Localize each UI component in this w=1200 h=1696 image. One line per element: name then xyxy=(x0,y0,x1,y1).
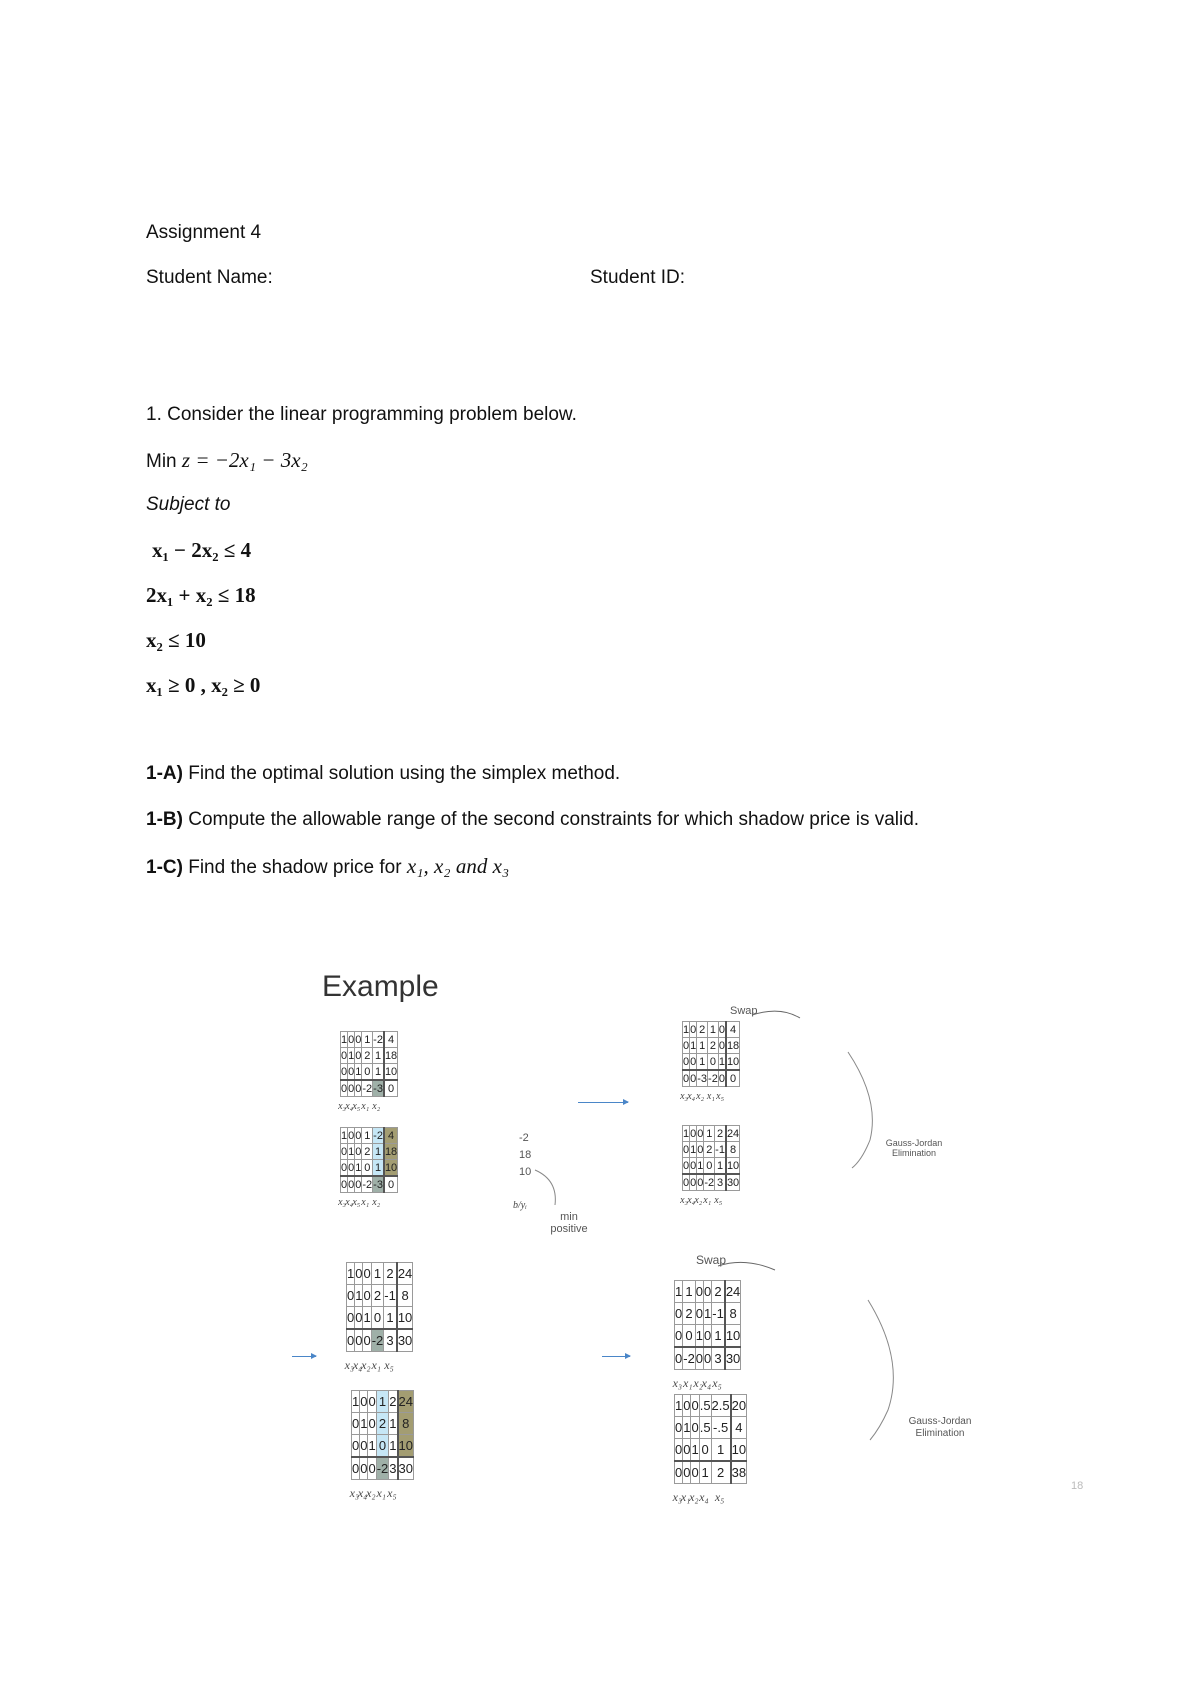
t1-cell-r1-c4: 1 xyxy=(373,1048,384,1064)
t5-cell-r2-c4: 1 xyxy=(384,1307,397,1330)
t5-col-label-3: x₁ xyxy=(371,1358,381,1372)
min-positive-pointer xyxy=(535,1170,555,1205)
t6-col-label-3: x₁ xyxy=(376,1486,386,1500)
t5-cell-r0-c4: 2 xyxy=(384,1263,397,1285)
t7-cell-r2-c3: 0 xyxy=(704,1325,712,1348)
t6-cell-r1-c3: 2 xyxy=(376,1413,389,1435)
t7-cell-r0-c0: 1 xyxy=(675,1281,683,1303)
t4-cell-r0-c4: 2 xyxy=(715,1126,726,1142)
t2-col-label-4: x₂ xyxy=(372,1197,381,1208)
t4-cell-r0-c0: 1 xyxy=(683,1127,690,1140)
part-b-text: Compute the allowable range of the second constraints for which shadow price is valid. xyxy=(188,809,920,830)
t7-cell-r0-c5: 24 xyxy=(725,1281,741,1303)
t1-cell-r0-c0: 1 xyxy=(341,1033,348,1046)
subject-to-label: Subject to xyxy=(146,494,231,515)
t1-col-label-4: x₂ xyxy=(372,1101,381,1112)
t6-cell-r2-c1: 0 xyxy=(360,1435,368,1458)
t2-col-label-1: x₄ xyxy=(345,1197,354,1208)
t1-cell-r2-c0: 0 xyxy=(341,1064,348,1081)
t6-cell-r3-c3: -2 xyxy=(376,1457,389,1480)
t8-cell-r1-c0: 0 xyxy=(675,1417,683,1439)
t3-cell-r3-c5: 0 xyxy=(726,1070,740,1087)
t6-cell-r2-c5: 10 xyxy=(398,1435,414,1458)
t5-cell-r0-c1: 0 xyxy=(355,1263,363,1285)
t3-col-label-3: x₁ xyxy=(706,1091,715,1102)
t8-cell-r2-c3: 0 xyxy=(699,1439,711,1462)
t4-cell-r0-c3: 1 xyxy=(704,1126,715,1142)
t4-cell-r2-c4: 1 xyxy=(715,1158,726,1175)
t4-col-label-3: x₁ xyxy=(703,1195,712,1206)
t1-cell-r1-c3: 2 xyxy=(362,1048,373,1064)
t2-cell-r2-c2: 1 xyxy=(355,1160,362,1177)
t4-cell-r1-c0: 0 xyxy=(683,1143,690,1156)
t6-cell-r2-c0: 0 xyxy=(352,1435,360,1458)
t1-cell-r0-c5: 4 xyxy=(384,1032,398,1048)
t7-cell-r3-c5: 30 xyxy=(725,1347,741,1370)
t3-cell-r2-c3: 0 xyxy=(708,1054,719,1071)
t8-cell-r1-c2: 0 xyxy=(691,1417,699,1439)
ratio-label: b/yᵢ xyxy=(513,1200,527,1211)
t6-cell-r2-c2: 1 xyxy=(368,1435,376,1458)
t3-cell-r0-c3: 1 xyxy=(708,1022,719,1038)
t3-cell-r0-c2: 2 xyxy=(697,1022,708,1038)
t4-cell-r3-c3: -2 xyxy=(704,1174,715,1191)
t2-cell-r3-c5: 0 xyxy=(384,1176,398,1193)
t6-col-label-1: x₄ xyxy=(357,1486,368,1500)
t4-cell-r1-c5: 8 xyxy=(726,1142,740,1158)
t7-cell-r3-c2: 0 xyxy=(695,1347,703,1370)
gauss-bracket-top xyxy=(848,1052,872,1168)
t5-cell-r2-c5: 10 xyxy=(397,1307,413,1330)
t5-cell-r3-c0: 0 xyxy=(347,1329,355,1352)
t1-cell-r0-c1: 0 xyxy=(348,1033,355,1046)
t2-cell-r3-c4: -3 xyxy=(373,1176,384,1193)
t5-cell-r1-c5: 8 xyxy=(397,1285,413,1307)
t8-cell-r3-c2: 0 xyxy=(691,1461,699,1484)
ratio-value-3: 10 xyxy=(519,1166,532,1178)
example-title: Example xyxy=(322,970,439,1003)
t7-cell-r1-c1: 2 xyxy=(683,1303,696,1325)
t8-col-label-2: x₂ xyxy=(689,1490,699,1504)
t5-cell-r3-c1: 0 xyxy=(355,1329,363,1352)
t8-cell-r0-c2: 0 xyxy=(691,1395,699,1417)
t3-cell-r2-c4: 1 xyxy=(718,1054,726,1071)
t6-cell-r1-c0: 0 xyxy=(352,1413,360,1435)
part-c-math: x₁, x₂ and x₃ xyxy=(406,854,510,878)
t2-cell-r2-c3: 0 xyxy=(362,1160,373,1177)
t1-cell-r0-c3: 1 xyxy=(362,1032,373,1048)
t6-cell-r0-c4: 2 xyxy=(389,1391,398,1413)
t1-cell-r3-c2: 0 xyxy=(355,1080,362,1097)
t3-cell-r3-c2: -3 xyxy=(697,1070,708,1087)
t5-cell-r1-c1: 1 xyxy=(355,1285,363,1307)
t3-cell-r3-c1: 0 xyxy=(690,1070,697,1087)
t6-cell-r3-c0: 0 xyxy=(352,1457,360,1480)
slide-page-number: 18 xyxy=(1071,1480,1084,1492)
t4-cell-r3-c1: 0 xyxy=(690,1174,697,1191)
t8-cell-r2-c1: 0 xyxy=(683,1439,691,1462)
t3-cell-r1-c1: 1 xyxy=(690,1039,697,1052)
t8-cell-r1-c4: -.5 xyxy=(711,1417,731,1439)
question-intro: 1. Consider the linear programming problem below. xyxy=(146,404,577,425)
t3-cell-r1-c4: 0 xyxy=(718,1039,725,1052)
t7-cell-r1-c5: 8 xyxy=(725,1303,741,1325)
t4-cell-r1-c1: 1 xyxy=(690,1143,697,1156)
t7-cell-r3-c1: -2 xyxy=(683,1347,696,1370)
t8-cell-r0-c0: 1 xyxy=(675,1395,683,1417)
t8-cell-r2-c4: 1 xyxy=(711,1439,731,1462)
t8-cell-r1-c1: 1 xyxy=(683,1417,691,1439)
t4-cell-r2-c2: 1 xyxy=(697,1158,704,1175)
part-c-text: Find the shadow price for xyxy=(188,857,402,878)
t6-col-label-2: x₂ xyxy=(366,1486,376,1500)
t8-cell-r2-c5: 10 xyxy=(731,1439,747,1462)
t6-cell-r1-c2: 0 xyxy=(368,1413,376,1435)
constraint-1: x₁ − 2x₂ ≤ 4 xyxy=(152,538,252,562)
constraint-2: 2x₁ + x₂ ≤ 18 xyxy=(146,583,256,607)
t4-cell-r2-c0: 0 xyxy=(683,1158,690,1175)
t7-cell-r2-c1: 0 xyxy=(683,1325,696,1348)
t3-cell-r3-c0: 0 xyxy=(683,1070,690,1087)
t1-col-label-0: x₃ xyxy=(338,1101,346,1112)
t8-cell-r0-c5: 20 xyxy=(731,1395,747,1417)
t4-cell-r1-c2: 0 xyxy=(697,1143,704,1156)
t1-cell-r0-c2: 0 xyxy=(355,1033,362,1046)
t7-col-label-3: x₄ xyxy=(701,1376,712,1390)
t6-col-label-4: x₅ xyxy=(387,1486,397,1500)
t2-cell-r0-c1: 0 xyxy=(348,1129,355,1142)
t2-cell-r2-c0: 0 xyxy=(341,1160,348,1177)
t8-cell-r3-c5: 38 xyxy=(731,1461,747,1484)
t4-cell-r3-c5: 30 xyxy=(726,1174,740,1191)
t6-cell-r0-c3: 1 xyxy=(376,1391,389,1413)
t1-cell-r2-c4: 1 xyxy=(373,1064,384,1081)
t6-cell-r0-c1: 0 xyxy=(360,1391,368,1413)
t1-col-label-1: x₄ xyxy=(345,1101,354,1112)
t2-cell-r3-c0: 0 xyxy=(341,1176,348,1193)
objective-function: z = −2x₁ − 3x₂ xyxy=(181,448,308,472)
t4-cell-r0-c2: 0 xyxy=(697,1127,704,1140)
part-b-label: 1-B) xyxy=(146,809,183,830)
swap-curve-bottom xyxy=(718,1262,775,1270)
t5-cell-r2-c1: 0 xyxy=(355,1307,363,1330)
t3-cell-r2-c5: 10 xyxy=(726,1054,740,1071)
t2-col-label-0: x₃ xyxy=(338,1197,346,1208)
t1-cell-r3-c5: 0 xyxy=(384,1080,398,1097)
t2-cell-r0-c2: 0 xyxy=(355,1129,362,1142)
t7-cell-r1-c4: -1 xyxy=(712,1303,725,1325)
t7-cell-r1-c3: 1 xyxy=(704,1303,712,1325)
t4-cell-r2-c5: 10 xyxy=(726,1158,740,1175)
t3-cell-r3-c3: -2 xyxy=(708,1070,719,1087)
part-a-text: Find the optimal solution using the simplex method. xyxy=(188,763,621,784)
t4-cell-r0-c5: 24 xyxy=(726,1127,740,1140)
t7-cell-r2-c2: 1 xyxy=(695,1325,703,1348)
t8-cell-r1-c5: 4 xyxy=(731,1417,747,1439)
swap-label-bottom: Swap xyxy=(696,1253,727,1267)
t8-col-label-4: x₅ xyxy=(714,1490,725,1504)
t8-cell-r2-c0: 0 xyxy=(675,1439,683,1462)
ratio-value-2: 18 xyxy=(519,1149,532,1161)
constraint-3: x₂ ≤ 10 xyxy=(146,628,206,652)
t6-cell-r2-c4: 1 xyxy=(389,1435,398,1458)
t5-cell-r0-c5: 24 xyxy=(397,1263,413,1285)
t7-col-label-2: x₂ xyxy=(693,1376,703,1390)
t7-cell-r2-c4: 1 xyxy=(712,1325,725,1348)
t8-cell-r0-c3: .5 xyxy=(699,1395,711,1417)
assignment-title: Assignment 4 xyxy=(146,222,262,243)
t3-cell-r1-c5: 18 xyxy=(726,1039,740,1052)
t6-cell-r1-c1: 1 xyxy=(360,1413,368,1435)
t4-cell-r2-c1: 0 xyxy=(690,1158,697,1175)
t5-cell-r3-c4: 3 xyxy=(384,1329,397,1352)
t8-col-label-1: x₁ xyxy=(680,1490,691,1504)
t5-col-label-2: x₂ xyxy=(361,1358,371,1372)
t7-col-label-0: x₃ xyxy=(672,1376,683,1390)
t1-cell-r3-c1: 0 xyxy=(348,1080,355,1097)
t2-cell-r2-c1: 0 xyxy=(348,1160,355,1177)
min-positive-label: min positive xyxy=(550,1211,588,1235)
t5-cell-r0-c3: 1 xyxy=(371,1263,384,1285)
t5-col-label-4: x₅ xyxy=(384,1358,394,1372)
t2-cell-r3-c1: 0 xyxy=(348,1176,355,1193)
t8-cell-r3-c3: 1 xyxy=(699,1461,711,1484)
t1-cell-r3-c0: 0 xyxy=(341,1080,348,1097)
t2-cell-r2-c4: 1 xyxy=(373,1160,384,1177)
constraint-nonnegativity: x₁ ≥ 0 , x₂ ≥ 0 xyxy=(146,673,261,697)
t8-cell-r0-c1: 0 xyxy=(683,1395,691,1417)
t5-cell-r1-c2: 0 xyxy=(363,1285,371,1307)
t2-cell-r0-c5: 4 xyxy=(384,1128,398,1144)
gauss-jordan-label-top: Gauss-Jordan Elimination xyxy=(885,1138,943,1158)
t7-cell-r1-c2: 0 xyxy=(695,1303,703,1325)
t2-cell-r2-c5: 10 xyxy=(384,1160,398,1177)
t1-cell-r3-c3: -2 xyxy=(362,1080,373,1097)
t1-col-label-2: x₅ xyxy=(352,1101,361,1112)
t6-cell-r0-c5: 24 xyxy=(398,1391,414,1413)
t5-cell-r2-c2: 1 xyxy=(363,1307,371,1330)
t3-col-label-1: x₄ xyxy=(687,1091,696,1102)
t4-cell-r3-c2: 0 xyxy=(697,1174,704,1191)
t4-cell-r0-c1: 0 xyxy=(690,1127,697,1140)
t8-cell-r3-c1: 0 xyxy=(683,1461,691,1484)
t5-cell-r3-c3: -2 xyxy=(371,1329,384,1352)
t4-cell-r1-c3: 2 xyxy=(704,1142,715,1158)
t3-cell-r1-c2: 1 xyxy=(697,1038,708,1054)
t6-cell-r0-c0: 1 xyxy=(352,1391,360,1413)
t2-cell-r3-c2: 0 xyxy=(355,1176,362,1193)
t6-cell-r0-c2: 0 xyxy=(368,1391,376,1413)
t7-cell-r2-c0: 0 xyxy=(675,1325,683,1348)
t3-cell-r1-c0: 0 xyxy=(683,1039,690,1052)
t5-cell-r1-c3: 2 xyxy=(371,1285,384,1307)
t1-cell-r1-c2: 0 xyxy=(355,1049,362,1062)
t1-cell-r2-c5: 10 xyxy=(384,1064,398,1081)
t6-cell-r3-c2: 0 xyxy=(368,1457,376,1480)
t2-cell-r1-c1: 1 xyxy=(348,1145,355,1158)
t3-cell-r0-c4: 0 xyxy=(718,1023,725,1036)
student-name-label: Student Name: xyxy=(146,267,273,288)
t2-col-label-3: x₁ xyxy=(361,1197,370,1208)
t3-cell-r2-c2: 1 xyxy=(697,1054,708,1071)
t1-cell-r2-c3: 0 xyxy=(362,1064,373,1081)
t4-cell-r3-c0: 0 xyxy=(683,1174,690,1191)
t5-col-label-1: x₄ xyxy=(352,1358,363,1372)
t6-cell-r1-c5: 8 xyxy=(398,1413,414,1435)
t7-cell-r0-c3: 0 xyxy=(704,1281,712,1303)
t8-col-label-3: x₄ xyxy=(699,1490,709,1504)
t4-col-label-4: x₅ xyxy=(714,1195,723,1206)
t1-cell-r1-c0: 0 xyxy=(341,1049,348,1062)
t5-cell-r2-c0: 0 xyxy=(347,1307,355,1330)
t2-cell-r1-c3: 2 xyxy=(362,1144,373,1160)
t2-cell-r3-c3: -2 xyxy=(362,1176,373,1193)
t1-col-label-3: x₁ xyxy=(361,1101,370,1112)
t1-cell-r3-c4: -3 xyxy=(373,1080,384,1097)
t6-cell-r2-c3: 0 xyxy=(376,1435,389,1458)
t3-col-label-0: x₃ xyxy=(680,1091,688,1102)
t6-cell-r1-c4: 1 xyxy=(389,1413,398,1435)
t7-cell-r3-c3: 0 xyxy=(704,1347,712,1370)
t2-cell-r1-c4: 1 xyxy=(373,1144,384,1160)
t8-col-label-0: x₃ xyxy=(672,1490,683,1504)
t7-cell-r0-c4: 2 xyxy=(712,1281,725,1303)
t6-cell-r3-c4: 3 xyxy=(389,1457,398,1480)
t2-cell-r1-c5: 18 xyxy=(384,1145,398,1158)
t7-cell-r0-c1: 1 xyxy=(683,1281,696,1303)
t1-cell-r2-c2: 1 xyxy=(355,1064,362,1081)
t3-col-label-2: x₂ xyxy=(696,1091,705,1102)
t4-cell-r2-c3: 0 xyxy=(704,1158,715,1175)
t3-cell-r0-c0: 1 xyxy=(683,1023,690,1036)
swap-label-top: Swap xyxy=(730,1005,758,1017)
t3-col-label-4: x₅ xyxy=(716,1091,725,1102)
t1-cell-r1-c1: 1 xyxy=(348,1049,355,1062)
t8-cell-r1-c3: .5 xyxy=(699,1417,711,1439)
part-a-label: 1-A) xyxy=(146,763,183,784)
gauss-bracket-bottom xyxy=(868,1300,893,1440)
t4-cell-r1-c4: -1 xyxy=(715,1143,725,1156)
t7-col-label-1: x₁ xyxy=(683,1376,693,1390)
t8-cell-r2-c2: 1 xyxy=(691,1439,699,1462)
t8-cell-r3-c4: 2 xyxy=(711,1461,731,1484)
t7-col-label-4: x₅ xyxy=(712,1376,722,1390)
t8-cell-r0-c4: 2.5 xyxy=(711,1395,731,1417)
t5-cell-r3-c2: 0 xyxy=(363,1329,371,1352)
t2-cell-r1-c0: 0 xyxy=(341,1145,348,1158)
t2-col-label-2: x₅ xyxy=(352,1197,361,1208)
t3-cell-r1-c3: 2 xyxy=(708,1038,719,1054)
t3-cell-r0-c5: 4 xyxy=(726,1022,740,1038)
t5-col-label-0: x₃ xyxy=(344,1358,355,1372)
t2-cell-r0-c0: 1 xyxy=(341,1129,348,1142)
t5-cell-r0-c2: 0 xyxy=(363,1263,371,1285)
t4-col-label-2: x₂ xyxy=(694,1195,703,1206)
t6-col-label-0: x₃ xyxy=(349,1486,360,1500)
t2-cell-r1-c2: 0 xyxy=(355,1145,362,1158)
t1-cell-r2-c1: 0 xyxy=(348,1064,355,1081)
t4-col-label-1: x₄ xyxy=(687,1195,696,1206)
t3-cell-r2-c1: 0 xyxy=(690,1054,697,1071)
part-c-label: 1-C) xyxy=(146,857,183,878)
t8-cell-r3-c0: 0 xyxy=(675,1461,683,1484)
t5-cell-r1-c0: 0 xyxy=(347,1285,355,1307)
t7-cell-r2-c5: 10 xyxy=(725,1325,741,1348)
t6-cell-r3-c5: 30 xyxy=(398,1457,414,1480)
student-id-label: Student ID: xyxy=(590,267,686,288)
t3-cell-r0-c1: 0 xyxy=(690,1023,697,1036)
gauss-jordan-label-bottom: Gauss-Jordan Elimination xyxy=(908,1416,972,1439)
t2-cell-r0-c3: 1 xyxy=(362,1128,373,1144)
t4-cell-r3-c4: 3 xyxy=(715,1174,726,1191)
t7-cell-r0-c2: 0 xyxy=(695,1281,703,1303)
t5-cell-r2-c3: 0 xyxy=(371,1307,384,1330)
t4-col-label-0: x₃ xyxy=(680,1195,688,1206)
t2-cell-r0-c4: -2 xyxy=(373,1129,383,1142)
t3-cell-r3-c4: 0 xyxy=(718,1070,726,1087)
t7-cell-r3-c0: 0 xyxy=(675,1347,683,1370)
t7-cell-r1-c0: 0 xyxy=(675,1303,683,1325)
t5-cell-r1-c4: -1 xyxy=(384,1285,397,1307)
t3-cell-r2-c0: 0 xyxy=(683,1054,690,1071)
t5-cell-r3-c5: 30 xyxy=(397,1329,413,1352)
objective-prefix: Min xyxy=(146,451,177,472)
t6-cell-r3-c1: 0 xyxy=(360,1457,368,1480)
ratio-value-1: -2 xyxy=(519,1132,529,1144)
t5-cell-r0-c0: 1 xyxy=(347,1263,355,1285)
t7-cell-r3-c4: 3 xyxy=(712,1347,725,1370)
t1-cell-r0-c4: -2 xyxy=(373,1033,383,1046)
t1-cell-r1-c5: 18 xyxy=(384,1049,398,1062)
swap-curve-top xyxy=(752,1011,800,1018)
